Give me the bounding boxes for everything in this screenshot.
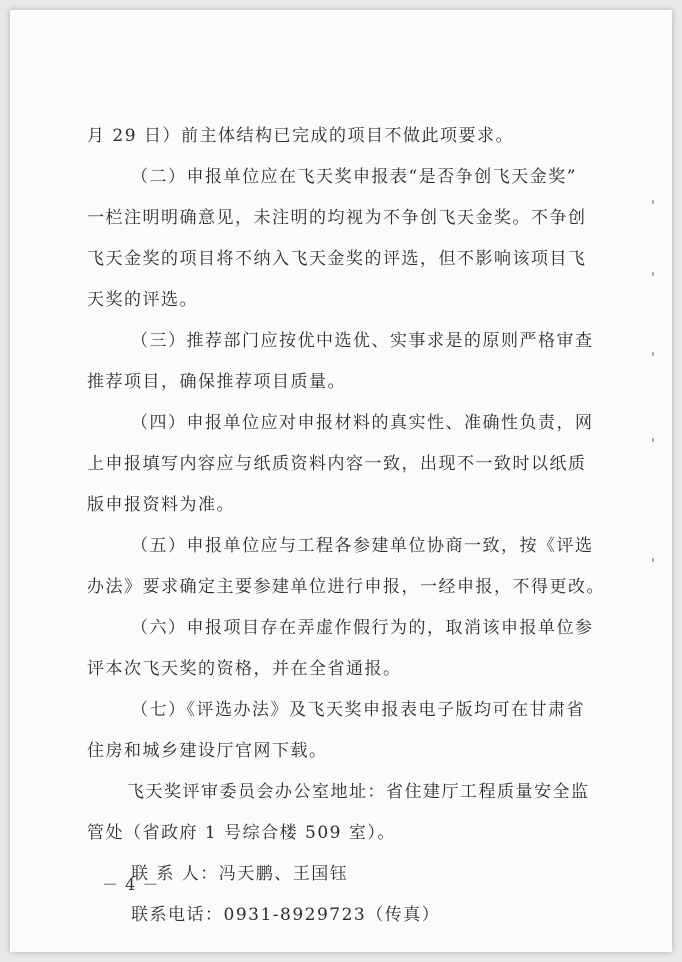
document-body (87, 122, 605, 942)
text-line: （六）申报项目存在弄虚作假行为的，取消该申报单位参 (131, 618, 594, 638)
text-line: （二）申报单位应在飞天奖申报表“是否争创飞天金奖” (131, 167, 577, 187)
text-line: 推荐项目，确保推荐项目质量。 (87, 372, 346, 392)
scan-mark (652, 438, 654, 442)
text-line: 天奖的评选。 (87, 290, 198, 310)
text-line: 评本次飞天奖的资格，并在全省通报。 (87, 659, 402, 679)
text-line: 一栏注明明确意见，未注明的均视为不争创飞天金奖。不争创 (87, 208, 587, 228)
text-line: 月 29 日）前主体结构已完成的项目不做此项要求。 (87, 126, 514, 146)
contact-person: 联 系 人：冯天鹏、王国钰 (131, 864, 349, 884)
text-line: （七）《评选办法》及飞天奖申报表电子版均可在甘肃省 (131, 700, 585, 720)
text-line: 管处（省政府 1 号综合楼 509 室）。 (87, 823, 396, 843)
text-line: （三）推荐部门应按优中选优、实事求是的原则严格审查 (131, 331, 594, 351)
document-page (10, 10, 672, 952)
text-line: （五）申报单位应与工程各参建单位协商一致，按《评选 (131, 536, 594, 556)
contact-phone: 联系电话：0931-8929723（传真） (131, 905, 441, 925)
text-line: 办法》要求确定主要参建单位进行申报，一经申报，不得更改。 (87, 577, 605, 597)
scan-mark (652, 272, 654, 276)
scan-mark (652, 200, 654, 204)
page-number: － 4 － (102, 875, 160, 894)
text-line: 飞天金奖的项目将不纳入飞天金奖的评选，但不影响该项目飞 (87, 249, 587, 269)
text-line: 飞天奖评审委员会办公室地址：省住建厅工程质量安全监 (127, 782, 590, 802)
scan-mark (652, 558, 654, 562)
text-line: 版申报资料为准。 (87, 495, 235, 515)
text-line: （四）申报单位应对申报材料的真实性、准确性负责，网 (131, 413, 594, 433)
scan-mark (652, 352, 654, 356)
text-line: 住房和城乡建设厅官网下载。 (87, 741, 328, 761)
text-line: 上申报填写内容应与纸质资料内容一致，出现不一致时以纸质 (87, 454, 587, 474)
